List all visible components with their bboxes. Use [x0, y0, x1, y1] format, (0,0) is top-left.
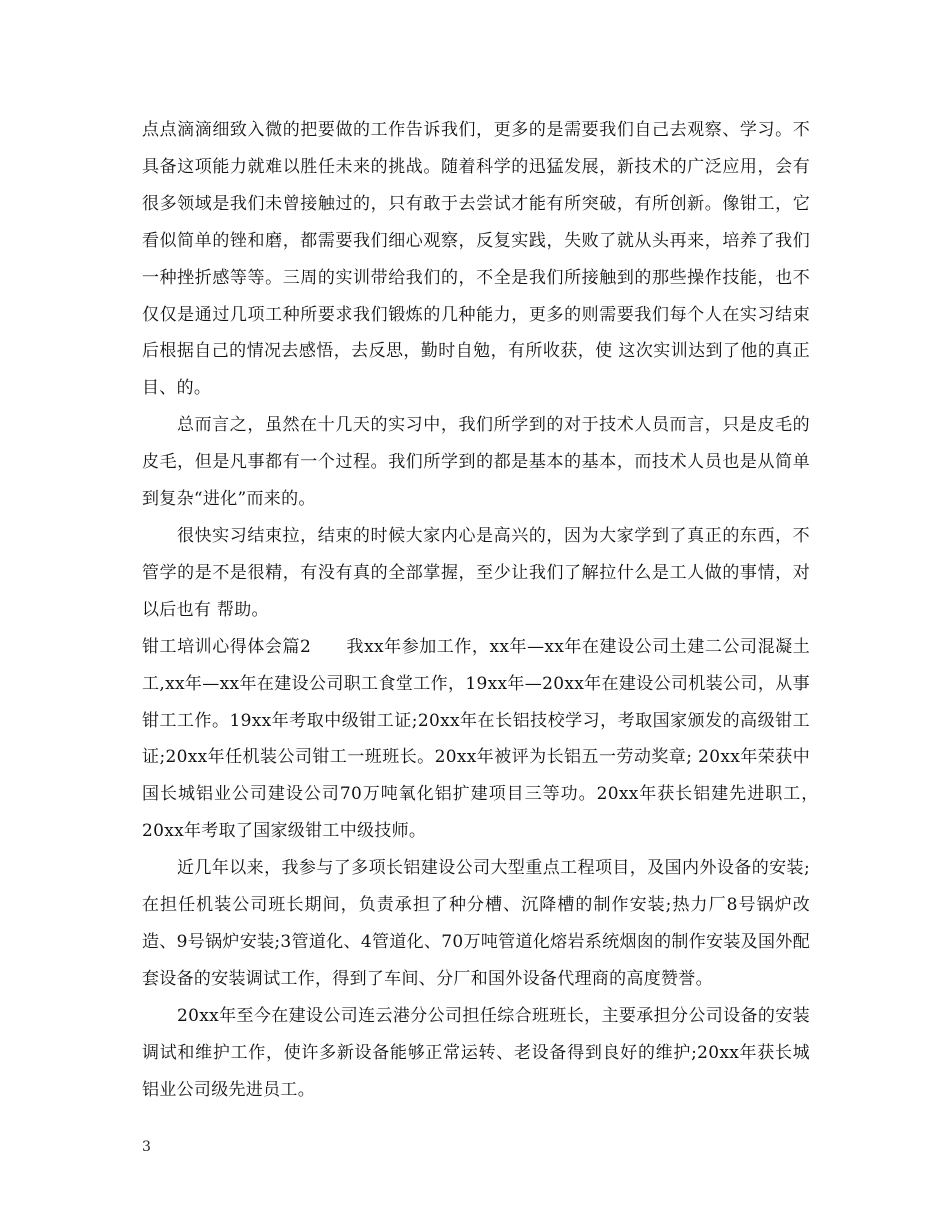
paragraph-2: 总而言之，虽然在十几天的实习中，我们所学到的对于技术人员而言，只是皮毛的皮毛，但是凡事都有一个过程。我们所学到的都是基本的基本，而技术人员也是从简单到复杂“进化”而来的。: [142, 415, 810, 510]
page-number: 3: [142, 1139, 151, 1155]
paragraph-6: 20xx年至今在建设公司连云港分公司担任综合班班长，主要承担分公司设备的安装调试和维护工作，使许多新设备能够正常运转、老设备得到良好的维护;20xx年获长城铝业公司级先进员工。: [142, 1005, 810, 1100]
paragraph-1: 点点滴滴细致入微的把要做的工作告诉我们，更多的是需要我们自己去观察、学习。不具备这项能力就难以胜任未来的挑战。随着科学的迅猛发展，新技术的广泛应用，会有很多领域是我们未曾接触过的，只有敢于去尝试才能有所突破，有所创新。像钳工，它看似简单的锉和磨，都需要我们细心观察，反复实践，失败了就从头再来，培养了我们一种挫折感等等。三周的实训带给我们的，不全是我们所接触到的那些操作技能，也不仅仅是通过几项工种所要求我们锻炼的几种能力，更多的则需要我们每个人在实习结束后根据自己的情况去感悟，去反思，勤时自勉，有所收获，使 这次实训达到了他的真正目、的。: [142, 120, 810, 399]
paragraph-5: 近几年以来，我参与了多项长铝建设公司大型重点工程项目，及国内外设备的安装;在担任机装公司班长期间，负责承担了种分槽、沉降槽的制作安装;热力厂8号锅炉改造、9号锅炉安装;3管道化、4管道化、70万吨管道化熔岩系统烟囱的制作安装及国外配套设备的安装调试工作，得到了车间、分厂和国外设备代理商的高度赞誉。: [142, 858, 810, 989]
document-body: [142, 112, 828, 1108]
paragraph-4-section-heading: 钳工培训心得体会篇2 我xx年参加工作，xx年—xx年在建设公司土建二公司混凝土工,xx年—xx年在建设公司职工食堂工作，19xx年—20xx年在建设公司机装公司，从事钳工工作。19xx年考取中级钳工证;20xx年在长铝技校学习，考取国家颁发的高级钳工证;20xx年任机装公司钳工一班班长。20xx年被评为长铝五一劳动奖章; 20xx年荣获中国长城铝业公司建设公司70万吨氧化铝扩建项目三等功。20xx年获长铝建先进职工， 20xx年考取了国家级钳工中级技师。: [142, 636, 828, 842]
paragraph-3: 很快实习结束拉，结束的时候大家内心是高兴的，因为大家学到了真正的东西，不管学的是不是很精，有没有真的全部掌握，至少让我们了解拉什么是工人做的事情，对以后也有 帮助。: [142, 525, 810, 620]
